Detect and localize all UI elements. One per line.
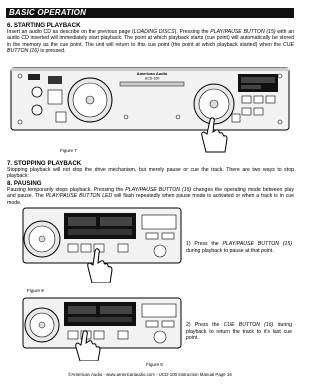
brand-label: American Audio	[136, 71, 168, 76]
paragraph-starting-playback: Insert an audio CD as describe on the previous page (LOADING DISCS). Pressing the PLAY/PAUSE BUTTON (15) with an audio CD inserted will immediately start playback. The point at which playback starts (cue point) will automatically be stored in the memory as the cue point. The unit will return to this cue point (the point at which playback started) when the CUE BUTTON (16) is pressed.	[7, 29, 294, 55]
page-footer: ©American Audio - www.americanaudio.com - UCD-100 Instruction Manual Page 16	[68, 372, 232, 377]
paragraph-stopping-playback: Stopping playback will not stop the drive mechanism, but merely pause or cue the track. There are two ways to stop playback:	[7, 167, 294, 180]
figure-7-unit-front-panel	[10, 62, 290, 154]
step-2-text: 2) Press the CUE BUTTON (16) during playback to return the track to it's last cue point.	[186, 322, 292, 341]
section-title: BASIC OPERATION	[9, 8, 87, 17]
model-label: UCD-100	[144, 76, 160, 81]
figure-8-pause-illustration	[22, 205, 182, 283]
figure-9-cue-illustration	[22, 295, 182, 361]
step-1-text: 1) Press the PLAY/PAUSE BUTTON (15) during playback to pause at that point.	[186, 241, 292, 254]
heading-starting-playback: 6. STARTING PLAYBACK	[7, 22, 81, 29]
paragraph-pausing: Pausing temporarily stops playback. Pressing the PLAY/PAUSE BUTTON (15) changes the operating mode between play and pause. The PLAY/PAUSE BUTTON LED will flash repeatedly when pause mode is activated or when a track is in cue mode.	[7, 187, 294, 206]
figure-7-caption: Figure 7	[60, 148, 77, 153]
figure-8-caption: Figure 8	[27, 288, 44, 293]
section-header-bar	[6, 8, 294, 18]
heading-stopping-playback: 7. STOPPING PLAYBACK	[7, 160, 82, 167]
figure-9-caption: Figure 9	[146, 362, 163, 367]
heading-pausing: 8. PAUSING	[7, 180, 42, 187]
